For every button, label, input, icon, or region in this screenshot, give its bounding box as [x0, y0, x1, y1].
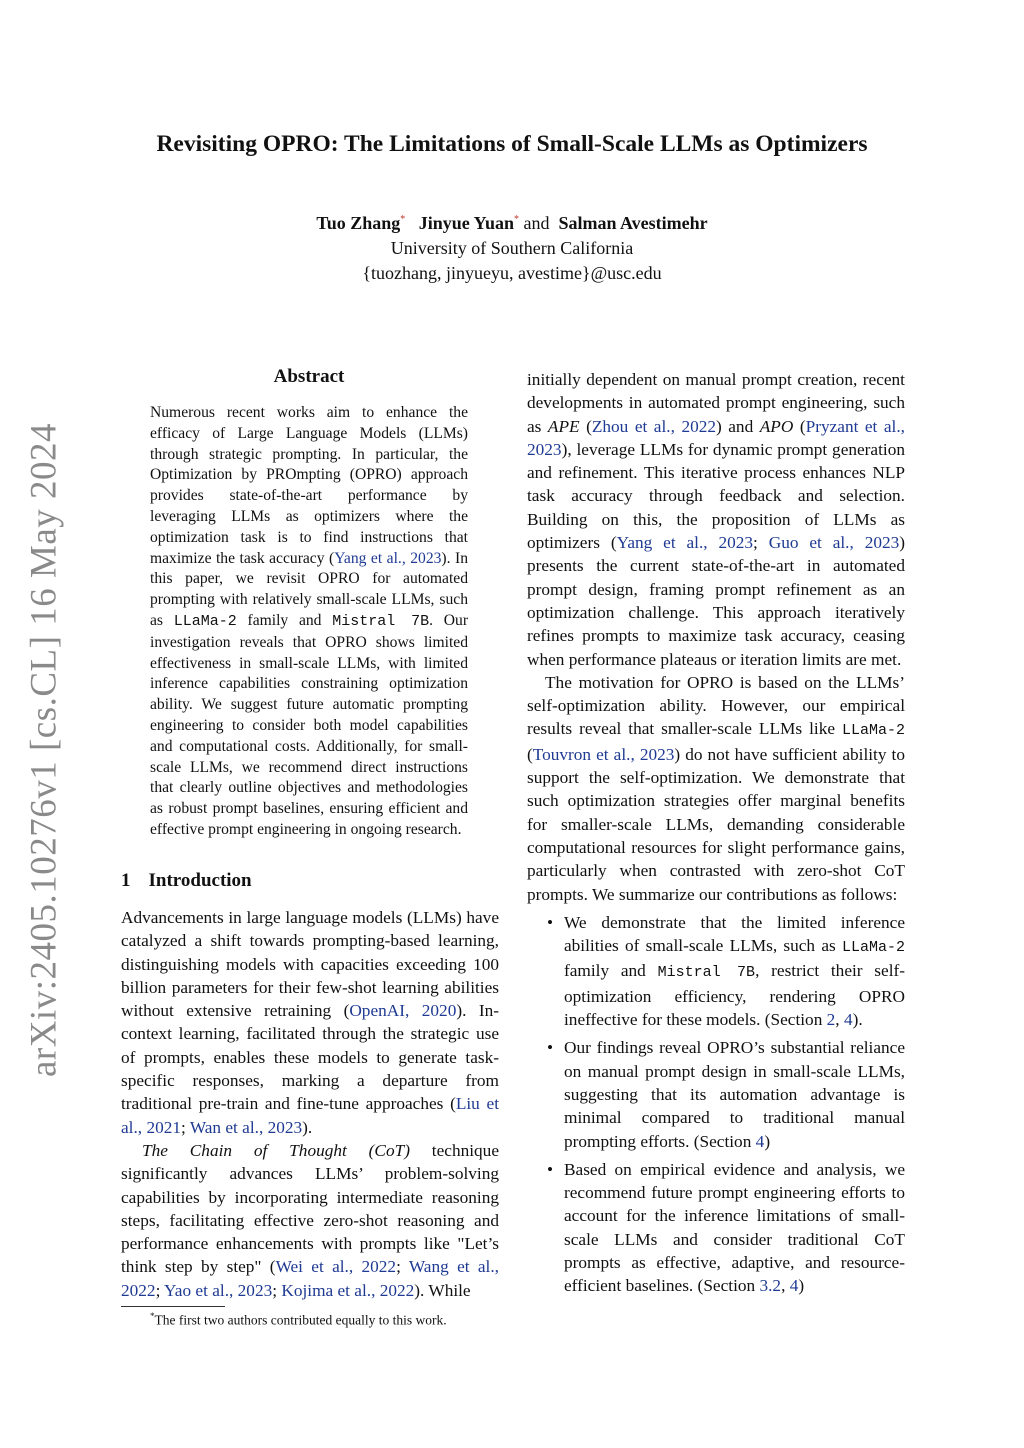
citation-link[interactable]: Yao et al., 2023 [164, 1280, 273, 1300]
section-link[interactable]: 4 [843, 1010, 853, 1030]
code-text: LLaMa-2 [841, 722, 905, 740]
section-heading-introduction: 1 Introduction [121, 870, 252, 891]
citation-link[interactable]: Pryzant et al., 2023 [527, 416, 905, 459]
section-link[interactable]: 3.2 [759, 1276, 782, 1296]
list-item: • We demonstrate that the limited inference abilities of small-scale LLMs, such as LLaMa-2 family and Mistral 7B, restrict their self-optimization efficiency, rendering OPRO ineffective for these models. (Section 2, 4). [547, 912, 906, 1030]
author-emails: {tuozhang, jinyueyu, avestime}@usc.edu [362, 263, 662, 283]
contributions-list [527, 911, 905, 1298]
author-name: Tuo Zhang [316, 213, 401, 233]
citation-link[interactable]: OpenAI, 2020 [349, 1001, 457, 1021]
bullet-icon: • [547, 1159, 554, 1179]
citation-link[interactable]: Kojima et al., 2022 [281, 1280, 415, 1300]
citation-link[interactable]: Zhou et al., 2022 [591, 416, 716, 436]
section-link[interactable]: 2 [826, 1010, 836, 1030]
introduction-right-column [527, 368, 905, 1298]
section-link[interactable]: 4 [755, 1131, 765, 1151]
citation-link[interactable]: Wang et al., 2022 [121, 1257, 499, 1300]
code-text: LLaMa-2 [173, 612, 237, 630]
paragraph: The motivation for OPRO is based on the LLMs’ self-optimization ability. However, our empirical results reveal that smaller-scale LLMs like LLaMa-2 (Touvron et al., 2023) do not have sufficient ability to support the self-optimization. We demonstrate that such optimization strategies offer marginal benefits for smaller-scale LLMs, demanding considerable computational resources for slight performance gains, particularly when contrasted with zero-shot CoT prompts. We summarize our contributions as follows: [527, 672, 905, 904]
citation-link[interactable]: Yang et al., 2023 [334, 549, 442, 567]
footnote-divider [121, 1306, 225, 1307]
code-text: LLaMa-2 [841, 939, 905, 957]
code-text: Mistral 7B [657, 964, 756, 982]
affiliation: University of Southern California [390, 238, 634, 258]
section-link[interactable]: 4 [789, 1276, 799, 1296]
author-name: Jinyue Yuan [418, 213, 514, 233]
abstract-body: Numerous recent works aim to enhance the efficacy of Large Language Models (LLMs) through strategic prompting. In particular, the Optimization by PROmpting (OPRO) approach provides state-of-the-art performance by leveraging LLMs as optimizers where the optimization task is to find instructions that maximize the task accuracy (Yang et al., 2023). In this paper, we revisit OPRO for automated prompting with relatively small-scale LLMs, such as LLaMa-2 family and Mistral 7B. Our investigation reveals that OPRO shows limited effectiveness in small-scale LLMs, with limited inference capabilities constraining optimization ability. We suggest future automatic prompting engineering to consider both model capabilities and computational costs. Additionally, for small-scale LLMs, we recommend direct instructions that clearly outline objectives and methodologies as robust prompt baselines, ensuring efficient and effective prompt engineering in ongoing research. [150, 404, 469, 838]
citation-link[interactable]: Yang et al., 2023 [616, 533, 754, 553]
code-text: Mistral 7B [332, 612, 430, 630]
citation-link[interactable]: Wan et al., 2023 [189, 1117, 303, 1137]
arxiv-identifier: arXiv:2405.10276v1 [cs.CL] 16 May 2024 [23, 422, 65, 1078]
footnote: *The first two authors contributed equally to this work. [150, 1311, 447, 1328]
list-item: • Based on empirical evidence and analysis, we recommend future prompt engineering efforts to account for the inference limitations of small-scale LLMs and consider traditional CoT prompts as effective, adaptive, and resource-efficient baselines. (Section 3.2, 4) [547, 1159, 905, 1296]
author-name: Salman Avestimehr [558, 213, 708, 233]
equal-contribution-mark: * [400, 214, 406, 225]
paragraph: The Chain of Thought (CoT) technique significantly advances LLMs’ problem-solving capabilities by incorporating intermediate reasoning steps, facilitating effective zero-shot reasoning and performance enhancements with prompts like "Let’s think step by step" (Wei et al., 2022; Wang et al., 2022; Yao et al., 2023; Kojima et al., 2022). While [121, 1140, 499, 1300]
citation-link[interactable]: Wei et al., 2022 [275, 1257, 397, 1277]
citation-link[interactable]: Liu et al., 2021 [121, 1094, 499, 1137]
bullet-icon: • [547, 912, 554, 932]
author-block [0, 207, 1024, 286]
paper-title: Revisiting OPRO: The Limitations of Small-Scale LLMs as Optimizers [156, 131, 868, 157]
author-conjunction: and [523, 213, 550, 233]
citation-link[interactable]: Touvron et al., 2023 [532, 744, 675, 764]
paragraph: Advancements in large language models (LLMs) have catalyzed a shift towards prompting-based learning, distinguishing models with capacities exceeding 100 billion parameters for their few-shot learning abilities without extensive retraining (OpenAI, 2020). In-context learning, facilitated through the strategic use of prompts, enables these models to generate task-specific responses, marking a departure from traditional pre-train and fine-tune approaches (Liu et al., 2021; Wan et al., 2023). [121, 908, 499, 1137]
paragraph: initially dependent on manual prompt creation, recent developments in automated prompt engineering, such as APE (Zhou et al., 2022) and APO (Pryzant et al., 2023), leverage LLMs for dynamic prompt generation and refinement. This iterative process enhances NLP task accuracy through feedback and selection. Building on this, the proposition of LLMs as optimizers (Yang et al., 2023; Guo et al., 2023) presents the current state-of-the-art in automated prompt design, framing prompt refinement as an optimization challenge. This approach iteratively refines prompts to maximize task accuracy, ceasing when performance plateaus or iteration limits are met. [527, 370, 906, 669]
introduction-left-column [121, 906, 499, 1302]
equal-contribution-mark: * [513, 214, 519, 225]
list-item: • Our findings reveal OPRO’s substantial reliance on manual prompt design in small-scale LLMs, suggesting that its automation advantage is minimal compared to traditional manual prompting efforts. (Section 4) [547, 1038, 905, 1151]
abstract-heading: Abstract [273, 366, 345, 387]
bullet-icon: • [547, 1038, 554, 1058]
citation-link[interactable]: Guo et al., 2023 [768, 533, 900, 553]
